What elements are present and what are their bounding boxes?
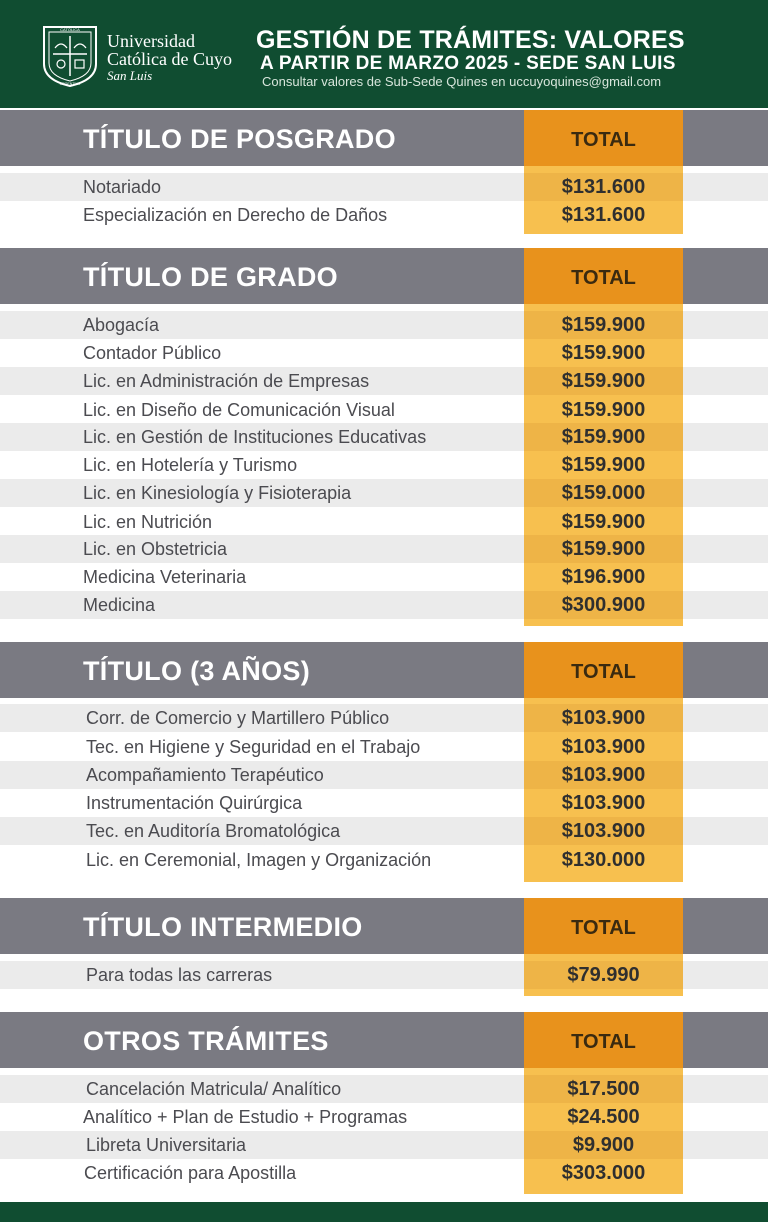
table-row	[0, 367, 768, 395]
row-price: $24.500	[567, 1106, 640, 1128]
table-row	[0, 201, 768, 229]
row-label: Abogacía	[83, 315, 160, 335]
row-price: $103.900	[561, 736, 646, 758]
row-price: $103.900	[561, 764, 646, 786]
table-row	[0, 817, 768, 845]
row-label: Lic. en Ceremonial, Imagen y Organización	[86, 850, 432, 870]
table-row	[0, 339, 768, 367]
total-header: TOTAL	[524, 1012, 683, 1068]
row-label: Contador Público	[83, 343, 222, 363]
row-label: Lic. en Hotelería y Turismo	[83, 455, 298, 475]
table-row	[0, 591, 768, 619]
row-label: Lic. en Administración de Empresas	[83, 371, 370, 391]
table-row	[0, 535, 768, 563]
section-intermedio	[0, 898, 768, 996]
row-price: $9.900	[572, 1134, 635, 1156]
svg-text:ARGENTINA: ARGENTINA	[59, 82, 81, 86]
page-subtitle: A PARTIR DE MARZO 2025 - SEDE SAN LUIS	[260, 53, 676, 74]
row-price: $159.900	[561, 511, 646, 533]
table-row	[0, 1103, 768, 1131]
table-row	[0, 961, 768, 989]
row-label: Medicina Veterinaria	[83, 567, 247, 587]
row-label: Notariado	[83, 177, 162, 197]
page-footer-bar	[0, 1202, 768, 1222]
row-price: $103.900	[561, 820, 646, 842]
total-header: TOTAL	[524, 898, 683, 954]
row-price: $17.500	[567, 1078, 640, 1100]
section-title: OTROS TRÁMITES	[83, 1026, 329, 1056]
university-logo	[41, 24, 99, 88]
row-label: Corr. de Comercio y Martillero Público	[86, 708, 390, 728]
table-row	[0, 396, 768, 424]
row-price: $300.900	[561, 594, 646, 616]
total-header: TOTAL	[524, 248, 683, 304]
table-row	[0, 311, 768, 339]
row-price: $159.900	[561, 454, 646, 476]
table-row	[0, 733, 768, 761]
table-row	[0, 508, 768, 536]
table-row	[0, 479, 768, 507]
row-label: Lic. en Nutrición	[83, 512, 213, 532]
section-title: TÍTULO (3 AÑOS)	[83, 656, 310, 686]
total-header: TOTAL	[524, 110, 683, 166]
svg-text:CATÓLICA: CATÓLICA	[60, 27, 80, 32]
university-name-line1: Universidad	[107, 31, 195, 51]
table-row	[0, 173, 768, 201]
row-price: $130.000	[561, 849, 646, 871]
section-grado	[0, 248, 768, 626]
row-price: $159.900	[561, 314, 646, 336]
row-label: Tec. en Auditoría Bromatológica	[86, 821, 341, 841]
section-title: TÍTULO INTERMEDIO	[83, 912, 363, 942]
row-price: $159.000	[561, 482, 646, 504]
row-price: $159.900	[561, 538, 646, 560]
table-row	[0, 451, 768, 479]
row-label: Lic. en Kinesiología y Fisioterapia	[83, 483, 352, 503]
row-label: Tec. en Higiene y Seguridad en el Trabajo	[86, 737, 421, 757]
page-header	[0, 0, 768, 108]
section-tres-anos	[0, 642, 768, 882]
total-header: TOTAL	[524, 642, 683, 698]
table-row	[0, 704, 768, 732]
university-name	[107, 32, 232, 82]
table-row	[0, 563, 768, 591]
table-row	[0, 1075, 768, 1103]
contact-note: Consultar valores de Sub-Sede Quines en uccuyoquines@gmail.com	[262, 74, 662, 89]
row-label: Medicina	[83, 595, 156, 615]
row-label: Para todas las carreras	[86, 965, 273, 985]
table-row	[0, 1159, 768, 1187]
table-row	[0, 846, 768, 874]
row-label: Lic. en Gestión de Instituciones Educativas	[83, 427, 427, 447]
page-title: GESTIÓN DE TRÁMITES: VALORES	[256, 26, 685, 54]
university-name-line2: Católica de Cuyo	[107, 49, 232, 69]
row-price: $79.990	[567, 964, 640, 986]
section-title: TÍTULO DE POSGRADO	[83, 124, 396, 154]
section-posgrado	[0, 110, 768, 234]
row-label: Cancelación Matricula/ Analítico	[86, 1079, 342, 1099]
row-price: $159.900	[561, 399, 646, 421]
row-label: Analítico + Plan de Estudio + Programas	[83, 1107, 408, 1127]
row-label: Lic. en Diseño de Comunicación Visual	[83, 400, 395, 420]
row-price: $196.900	[561, 566, 646, 588]
row-label: Especialización en Derecho de Daños	[83, 205, 388, 225]
row-price: $131.600	[561, 204, 646, 226]
row-label: Libreta Universitaria	[86, 1135, 247, 1155]
row-label: Lic. en Obstetricia	[83, 539, 228, 559]
table-row	[0, 789, 768, 817]
row-price: $131.600	[561, 176, 646, 198]
row-price: $103.900	[561, 707, 646, 729]
section-title: TÍTULO DE GRADO	[83, 262, 338, 292]
university-campus: San Luis	[107, 68, 153, 83]
table-row	[0, 423, 768, 451]
row-label: Certificación para Apostilla	[84, 1163, 297, 1183]
row-price: $159.900	[561, 342, 646, 364]
row-label: Acompañamiento Terapéutico	[86, 765, 324, 785]
row-price: $159.900	[561, 370, 646, 392]
section-otros	[0, 1012, 768, 1194]
row-price: $103.900	[561, 792, 646, 814]
table-row	[0, 761, 768, 789]
row-price: $159.900	[561, 426, 646, 448]
row-price: $303.000	[561, 1162, 646, 1184]
row-label: Instrumentación Quirúrgica	[86, 793, 303, 813]
table-row	[0, 1131, 768, 1159]
